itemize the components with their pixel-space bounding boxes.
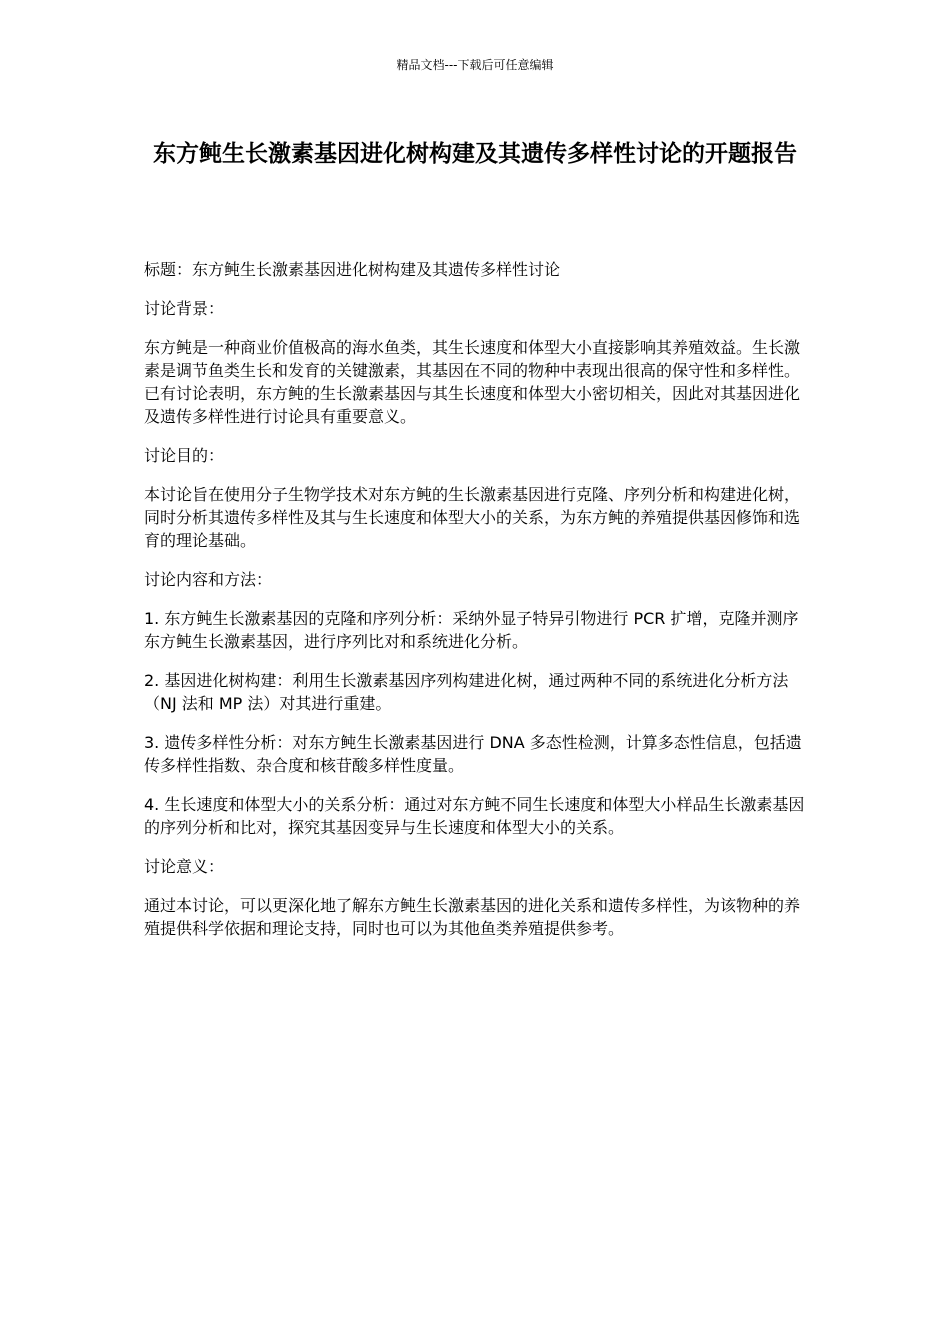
document-title: 东方鲀生长激素基因进化树构建及其遗传多样性讨论的开题报告 — [153, 141, 797, 167]
header-note: 精品文档---下载后可任意编辑 — [396, 58, 554, 72]
document-body — [144, 258, 808, 956]
method-item-2: 2. 基因进化树构建：利用生长激素基因序列构建进化树，通过两种不同的系统进化分析方法（NJ 法和 MP 法）对其进行重建。 — [144, 671, 789, 713]
section-heading-purpose: 讨论目的： — [144, 446, 225, 465]
method-item-4: 4. 生长速度和体型大小的关系分析：通过对东方鲀不同生长速度和体型大小样品生长激素基因的序列分析和比对，探究其基因变异与生长速度和体型大小的关系。 — [144, 795, 805, 837]
background-paragraph: 东方鲀是一种商业价值极高的海水鱼类，其生长速度和体型大小直接影响其养殖效益。生长激素是调节鱼类生长和发育的关键激素，其基因在不同的物种中表现出很高的保守性和多样性。已有讨论表明，东方鲀的生长激素基因与其生长速度和体型大小密切相关，因此对其基因进化及遗传多样性进行讨论具有重要意义。 — [144, 338, 801, 426]
section-heading-background: 讨论背景： — [144, 299, 225, 318]
purpose-paragraph: 本讨论旨在使用分子生物学技术对东方鲀的生长激素基因进行克隆、序列分析和构建进化树，同时分析其遗传多样性及其与生长速度和体型大小的关系，为东方鲀的养殖提供基因修饰和选育的理论基础。 — [144, 485, 801, 550]
subject-line: 标题：东方鲀生长激素基因进化树构建及其遗传多样性讨论 — [144, 260, 561, 279]
significance-paragraph: 通过本讨论，可以更深化地了解东方鲀生长激素基因的进化关系和遗传多样性，为该物种的养殖提供科学依据和理论支持，同时也可以为其他鱼类养殖提供参考。 — [144, 896, 801, 938]
method-item-3: 3. 遗传多样性分析：对东方鲀生长激素基因进行 DNA 多态性检测，计算多态性信息，包括遗传多样性指数、杂合度和核苷酸多样性度量。 — [144, 733, 802, 775]
section-heading-methods: 讨论内容和方法： — [144, 570, 273, 589]
method-item-1: 1. 东方鲀生长激素基因的克隆和序列分析：采纳外显子特异引物进行 PCR 扩增，克隆并测序东方鲀生长激素基因，进行序列比对和系统进化分析。 — [144, 609, 799, 651]
section-heading-significance: 讨论意义： — [144, 857, 225, 876]
